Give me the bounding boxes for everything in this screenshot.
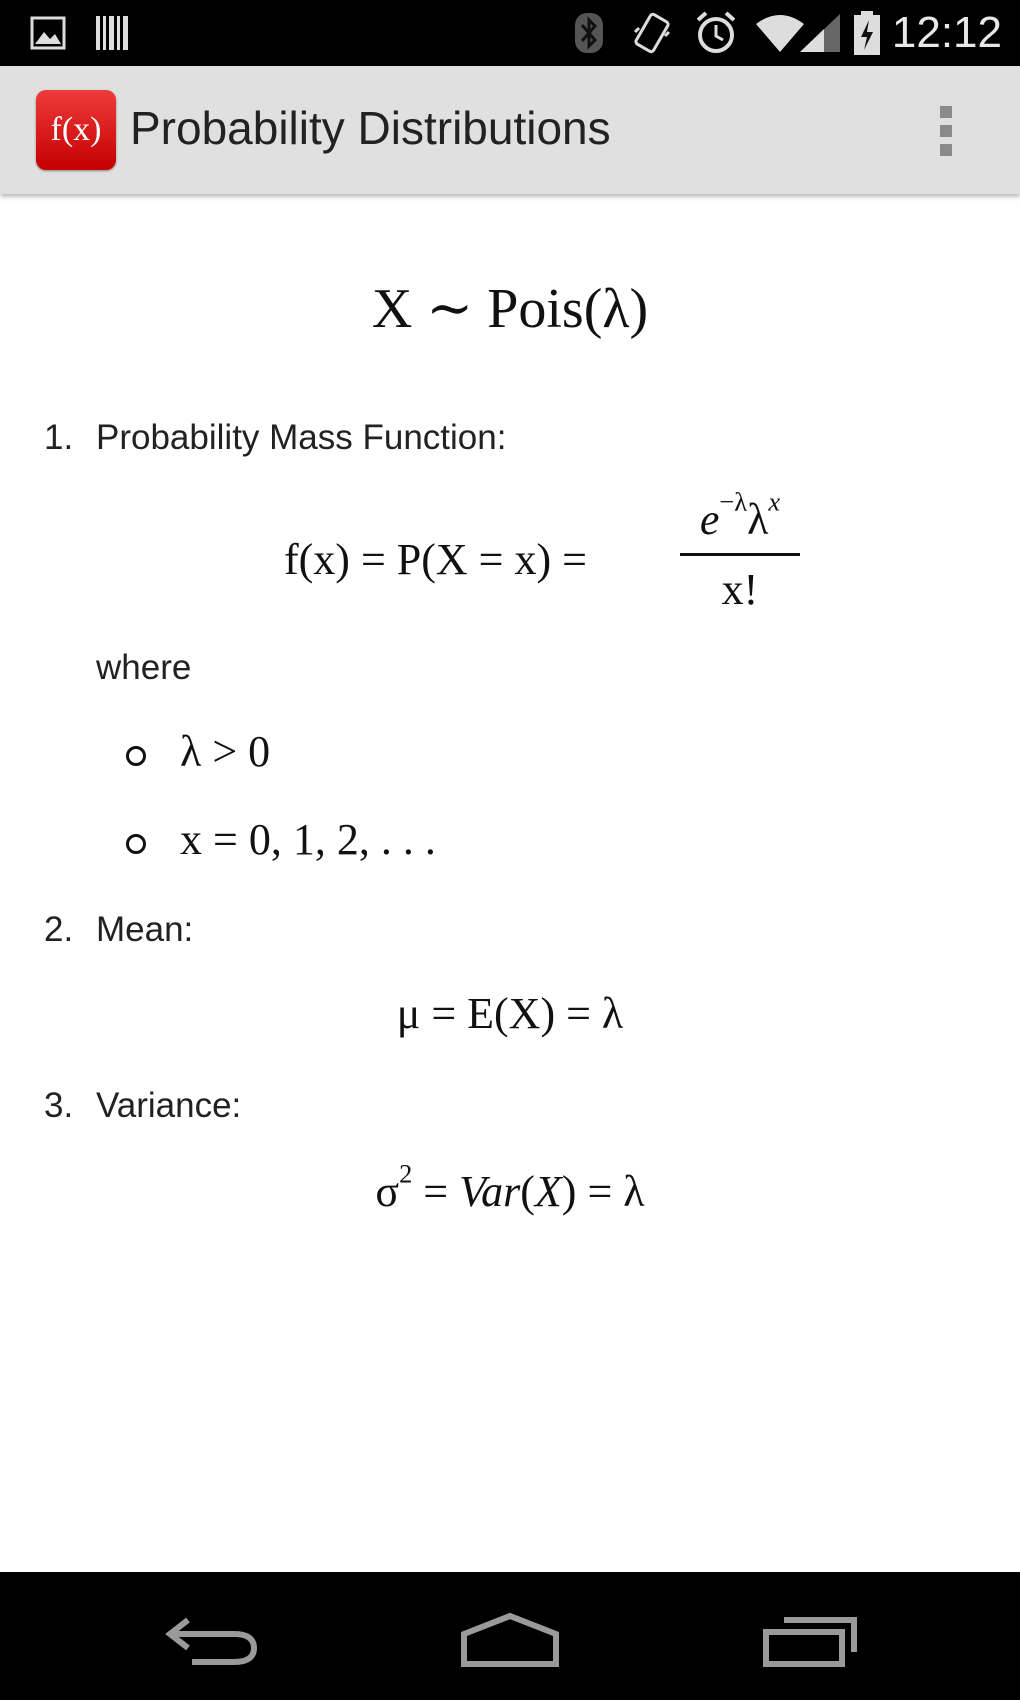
bullet-icon bbox=[126, 834, 146, 854]
mean-formula: μ = E(X) = λ bbox=[396, 989, 624, 1038]
vibrate-icon bbox=[632, 10, 672, 56]
condition-x: x = 0, 1, 2, . . . bbox=[180, 815, 436, 864]
barcode-notification-icon bbox=[94, 14, 130, 52]
distribution-heading: X ∼ Pois(λ) bbox=[371, 278, 649, 340]
recent-apps-icon[interactable] bbox=[762, 1614, 858, 1668]
app-icon[interactable]: f(x) bbox=[36, 90, 116, 170]
item-number: 2. bbox=[44, 910, 74, 949]
content-area bbox=[0, 194, 1020, 1572]
home-icon[interactable] bbox=[460, 1612, 560, 1668]
where-label: where bbox=[96, 648, 192, 687]
item-number: 1. bbox=[44, 418, 74, 457]
item-label: Variance: bbox=[96, 1086, 242, 1125]
fraction-bar bbox=[680, 553, 800, 556]
overflow-menu-icon[interactable] bbox=[932, 96, 962, 166]
signal-icon bbox=[798, 12, 842, 54]
pmf-denominator: x! bbox=[721, 565, 759, 614]
item-label: Mean: bbox=[96, 910, 194, 949]
variance-formula: $\sigma^2 = Var(X) = \lambda$ bbox=[375, 1158, 645, 1216]
condition-lambda: λ > 0 bbox=[180, 727, 271, 776]
image-notification-icon bbox=[30, 16, 66, 50]
pmf-item bbox=[44, 416, 506, 460]
navigation-bar bbox=[0, 1572, 1020, 1700]
pmf-lhs: f(x) = P(X = x) = bbox=[284, 535, 587, 584]
status-clock: 12:12 bbox=[891, 8, 1002, 57]
action-bar bbox=[0, 66, 1020, 194]
battery-charging-icon bbox=[852, 10, 882, 56]
bullet-icon bbox=[126, 746, 146, 766]
item-number: 3. bbox=[44, 1086, 74, 1125]
alarm-icon bbox=[694, 10, 738, 56]
variance-item bbox=[44, 1084, 241, 1128]
bluetooth-icon bbox=[574, 12, 604, 54]
item-label: Probability Mass Function: bbox=[96, 418, 507, 457]
mean-item bbox=[44, 908, 193, 952]
app-title: Probability Distributions bbox=[130, 102, 611, 154]
back-icon[interactable] bbox=[164, 1614, 260, 1668]
pmf-numerator: $e^{-\lambda}\lambda^x$ bbox=[699, 486, 781, 544]
status-bar bbox=[0, 0, 1020, 66]
